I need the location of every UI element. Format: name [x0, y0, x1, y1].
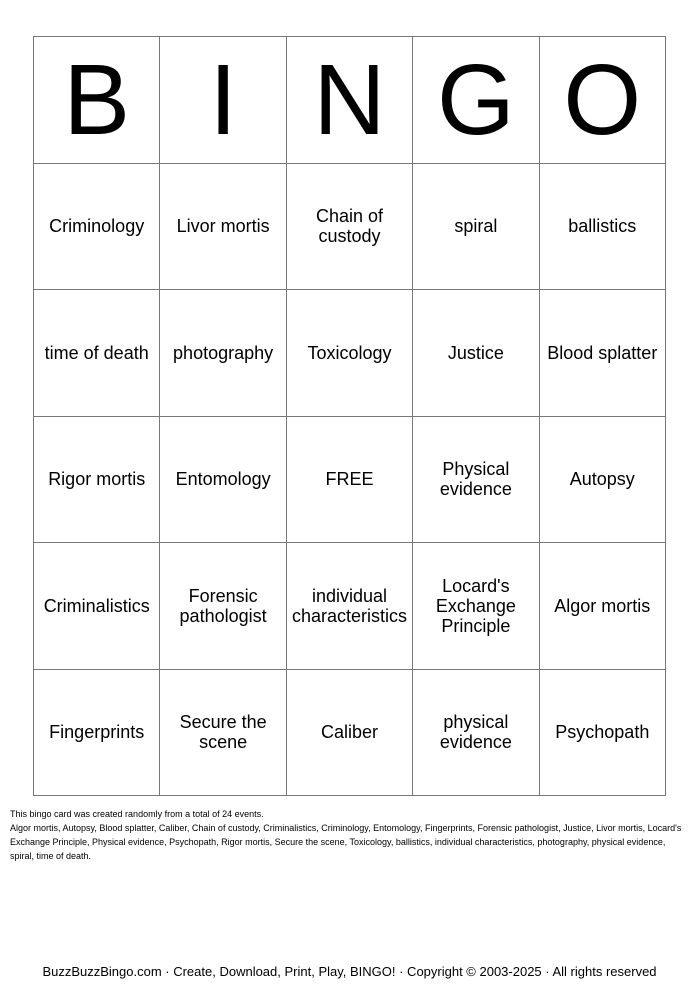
bingo-cell: Algor mortis [540, 543, 666, 670]
bingo-cell: Locard's Exchange Principle [413, 543, 539, 670]
bingo-cell: Rigor mortis [34, 417, 160, 544]
card-info-summary: This bingo card was created randomly from a total of 24 events. [10, 809, 264, 819]
bingo-cell: Blood splatter [540, 290, 666, 417]
bingo-cell: spiral [413, 164, 539, 291]
bingo-cell: Forensic pathologist [160, 543, 286, 670]
header-b: B [34, 37, 160, 164]
bingo-cell: individual characteristics [287, 543, 413, 670]
card-info-events: Algor mortis, Autopsy, Blood splatter, Caliber, Chain of custody, Criminalistics, Criminology, Entomology, Fingerprints, Forensic pathologist, Justice, Livor mortis, Locard's Exchange Principle, Physical evidence, Psychopath, Rigor mortis, Secure the scene, Toxicology, ballistics, individual characteristics, photography, physical evidence, spiral, time of death. [10, 823, 682, 861]
bingo-cell: ballistics [540, 164, 666, 291]
bingo-cell: Livor mortis [160, 164, 286, 291]
card-info [10, 807, 690, 863]
bingo-cell: Toxicology [287, 290, 413, 417]
header-i: I [160, 37, 286, 164]
bingo-cell: Chain of custody [287, 164, 413, 291]
bingo-cell: Criminalistics [34, 543, 160, 670]
header-g: G [413, 37, 539, 164]
bingo-cell: time of death [34, 290, 160, 417]
footer-copyright: BuzzBuzzBingo.com · Create, Download, Print, Play, BINGO! · Copyright © 2003-2025 · All rights reserved [42, 964, 657, 979]
bingo-cell: Secure the scene [160, 670, 286, 797]
bingo-cell: Psychopath [540, 670, 666, 797]
bingo-cell: Caliber [287, 670, 413, 797]
bingo-cell: photography [160, 290, 286, 417]
bingo-cell: physical evidence [413, 670, 539, 797]
bingo-cell: Physical evidence [413, 417, 539, 544]
bingo-cell: Entomology [160, 417, 286, 544]
bingo-cell: Autopsy [540, 417, 666, 544]
bingo-cell: Fingerprints [34, 670, 160, 797]
bingo-cell: Criminology [34, 164, 160, 291]
bingo-cell: Justice [413, 290, 539, 417]
header-o: O [540, 37, 666, 164]
header-n: N [287, 37, 413, 164]
free-space-cell: FREE [287, 417, 413, 544]
bingo-card [33, 36, 666, 796]
